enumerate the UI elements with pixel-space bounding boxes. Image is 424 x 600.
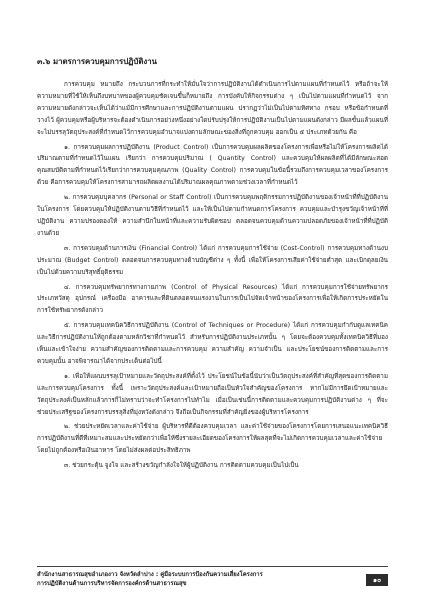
footer-text <box>37 571 337 589</box>
intro-paragraph: การควบคุม หมายถึง กระบวนการที่กระทำให้มั่นใจว่าการปฏิบัติงานได้ดำเนินการไปตามแผนที่กำหนดไว้ หรือถ้าจะให้ความหมายที่ใช้ให้เห็นถึงบทบาทของผู้ควบคุมชัดเจนขึ้นก็หมายถึง การบังคับให้กิจกรรมต่าง ๆ เป็นไปตามแผนที่กำหนดไว้ จากความหมายดังกล่าวจะเห็นได้ว่าแม้มีการศึกษาและการปฏิบัติงานตามแผน ปรากฏว่าไม่เป็นไปตามทิศทาง กรอบ หรือข้อกำหนดที่วางไว้ ผู้ควบคุมหรือผู้บริหารจะต้องดำเนินการอย่างหนึ่งอย่างใดปรับปรุงให้การปฏิบัติงานเป็นไปตามแผนดังกล่าว มีผลขั้นแล้วแผนที่จะไม่บรรลุวัตถุประสงค์ที่กำหนดไว้การควบคุมอำนาจแบ่งตามลักษณะของสิ่งที่ถูกควบคุม ออกเป็น ๕ ประเภทด้วยกัน คือ <box>37 81 388 136</box>
list-item: ๓. การควบคุมด้านการเงิน (Financial Control) ได้แก่ การควบคุมการใช้จ่าย (Cost-Control) การควบคุมทางด้านงบประมาณ (Budget Control) ตลอดจนการควบคุมทางด้านบัญชีต่าง ๆ ทั้งนี้ เพื่อให้โครงการเสียค่าใช้จ่ายต่ำสุด และเบิกดุลยเงินเป็นไปด้วยความบริสุทธิ์ยุติธรรม <box>37 244 388 276</box>
list-item: ๓. ช่วยกระตุ้น จูงใจ และสร้างขวัญกำลังใจให้ผู้ปฏิบัติงาน การติดตามควบคุมเป็นไปเป็น <box>64 462 299 470</box>
list-item: ๑. เพื่อให้แผนบรรลุเป้าหมายและวัตถุประสงค์ที่ตั้งไว้ ประโยชน์ในข้อนี้นับว่าเป็นวัตถุประสงค์ที่สำคัญที่สุดของการติดตามและการควบคุมโครงการ ทั้งนี้ เพราะวัตถุประสงค์และเป้าหมายถือเป็นหัวใจสำคัญของโครงการ หากไม่มีการยึดเป้าหมายและวัตถุประสงค์เป็นหลักแล้วการก็ไม่ทราบว่าจะทำโครงการไปทำไม เมื่อเป็นเช่นนี้การติดตามและควบคุมการปฏิบัติงานต่าง ๆ ที่จะช่วยประเสริฐของโครงการบรรลุสิ่งที่มุ่งหวังดังกล่าว จึงถือเป็นกิจกรรมที่สำคัญยิ่งของผู้บริหารโครงการ <box>37 372 388 416</box>
list-item: ๒. ช่วยประหยัดเวลาและค่าใช้จ่าย ผู้บริหารที่ดีต้องควบคุมเวลา และค่าใช้จ่ายของโครงการโดยการเสนอแนะเทคนิควิธีการปฏิบัติงานที่ดีที่เหมาะสมและประหยัดกว่าเพื่อให้ซึ่งรายละเอียดของโครงการให้ผลสุดที่จะไม่เกิดการควบคุมเวลาและค่าใช้จ่ายโดยไม่ถูกต้องหรือเงินอาหาร โดยไม่ส่งผลต่อประสิทธิภาพ <box>37 423 388 455</box>
section-heading: ๓.๖ มาตรการควบคุมการปฏิบัติงาน <box>37 57 157 66</box>
page-footer <box>37 566 388 592</box>
list-item: ๒. การควบคุมบุคลากร (Personal or Staff Control) เป็นการควบคุมพฤติกรรมการปฏิบัติงานของเจ้าหน้าที่ที่ปฏิบัติงานในโครงการ โดยควบคุมให้ปฏิบัติงานตามวิธีที่กำหนดไว้ และให้เป็นไปตามกำหนดการโครงการ ควบคุมและบำรุงขวัญเจ้าหน้าที่ที่ปฏิบัติงาน ความปรองดองให้ ความสำนึกในหน้าที่และความรับผิดชอบ ตลอดจนควบคุมด้านความปลอดภัยของเจ้าหน้าที่ที่ปฏิบัติงานด้วย <box>37 194 388 237</box>
footer-subtitle: การปฏิบัติงานด้านการบริหารจัดการองค์กรด้านสาธารณสุข <box>37 581 187 587</box>
footer-divider <box>37 566 388 567</box>
page-number: ๑๐ <box>366 574 388 586</box>
list-item: ๔. การควบคุมทรัพยากรทางกายภาพ (Control of Physical Resources) ได้แก่ การควบคุมการใช้จ่ายทรัพยากรประเภทวัสดุ อุปกรณ์ เครื่องมือ อาคารและที่ดินตลอดจนแรงงานในการเป็นไปจัดเจ้าหน้าของโครงการเพื่อให้เกิดการประหยัดในการใช้ทรัพยากรดังกล่าว <box>37 283 388 315</box>
list-item: ๑. การควบคุมผลการปฏิบัติงาน (Product Control) เป็นการควบคุมผลผลิตของโครงการเพื่อหรือไม่ให้โครงการผลิตได้ปริมาณตามที่กำหนดไว้ในแผน เรียกว่า การควบคุมปริมาณ ( Quantity Control) และควบคุมให้ผลผลิตที่ได้มีลักษณะสอดคุณสมบัติตามที่กำหนดไว้เรียกว่าการควบคุมคุณภาพ (Quality Control) การควบคุมในข้อนี้รวมถึงการควบคุมเวลาของโครงการด้วย คือการควบคุมให้โครงการสามารถผลิตผลงานได้ปริมาณผลคุณภาพตามช่วงเวลาที่กำหนดไว้ <box>37 143 388 187</box>
page-content <box>37 56 388 472</box>
list-item: ๕. การควบคุมเทคนิควิธีการปฏิบัติงาน (Control of Techniques or Procedure) ได้แก่ การควบคุมกำกับดูแลเทคนิคและวิธีการปฏิบัติงานให้ถูกต้องตามหลักวิชาที่กำหนดไว้ สำหรับการปฏิบัติงานประเภทนั้น ๆ โดยจะต้องควบคุมทั้งเทคนิควิธีที่มองเห็นและเข้าใจง่าย ความสำคัญของการติดตามและการควบคุม ความสำคัญ ความจำเป็น และประโยชน์ของการติดตามและการควบคุมนั้น อาจพิจารณาได้จากประเด็นต่อไปนี้ <box>37 322 388 365</box>
footer-org: สำนักงานสาธารณสุขอำเภองาว จังหวัดลำปาง : คู่มือระบบการป้องกันความเสี่ยงโครงการ <box>37 572 263 578</box>
